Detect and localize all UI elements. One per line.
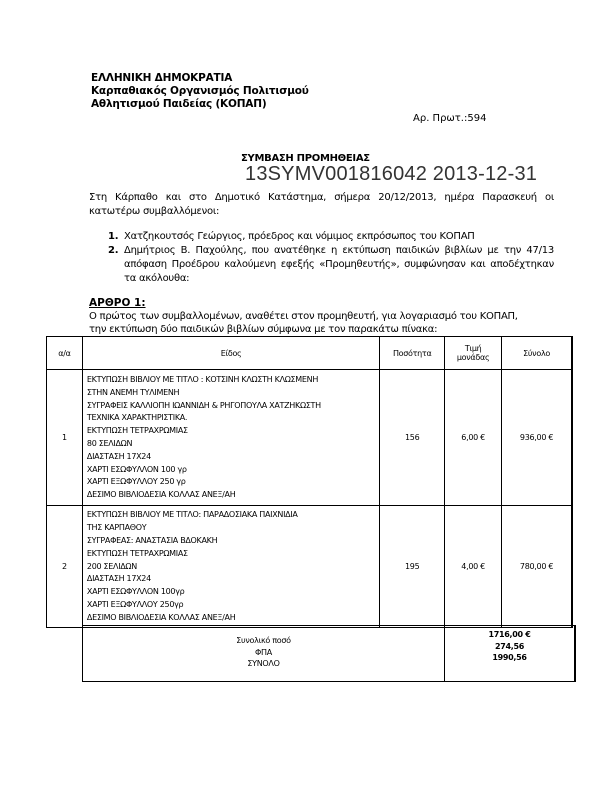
protocol-number: Αρ. Πρωτ.:594 xyxy=(413,113,487,124)
grand-total-value: 1990,56 xyxy=(492,653,527,662)
desc-line: ΤΗΣ ΚΑΡΠΑΘΟΥ xyxy=(86,523,147,533)
items-table xyxy=(46,336,573,628)
desc-line: 80 ΣΕΛΙΔΩΝ xyxy=(86,439,133,448)
desc-line: ΧΑΡΤΙ ΕΞΩΦΥΛΛΟΥ 250 γρ xyxy=(86,477,186,487)
col-header-unit-price xyxy=(445,337,502,370)
desc-line: ΕΚΤΥΠΩΣΗ ΤΕΤΡΑΧΡΩΜΙΑΣ xyxy=(86,548,188,558)
grand-total-label: ΣΥΝΟΛΟ xyxy=(247,659,280,668)
unit-price-label-2: μονάδας xyxy=(456,353,490,362)
issuer-line-2: Καρπαθιακός Οργανισμός Πολιτισμού xyxy=(91,85,309,97)
row-total: 780,00 € xyxy=(502,506,572,628)
desc-line: ΣΥΓΡΑΦΕΙΣ ΚΑΛΛΙΟΠΗ ΙΩΑΝΝΙΔΗ & ΡΗΓΟΠΟΥΛΑ ΧΑΤΖΗΚΩΣΤΗ xyxy=(86,400,321,410)
desc-line: ΔΙΑΣΤΑΣΗ 17Χ24 xyxy=(86,451,151,461)
article-title: ΑΡΘΡΟ 1: xyxy=(89,297,146,309)
party-text: Χατζηκουτσός Γεώργιος, πρόεδρος και νόμιμος εκπρόσωπος του ΚΟΠΑΠ xyxy=(124,231,475,242)
unit-price-label-1: Τιμή xyxy=(464,344,482,353)
col-header-item: Είδος xyxy=(82,337,379,370)
issuer-line-1: ΕΛΛΗΝΙΚΗ ΔΗΜΟΚΡΑΤΙΑ xyxy=(91,72,233,84)
desc-line: ΣΥΓΡΑΦΕΑΣ: ΑΝΑΣΤΑΣΙΑ ΒΔΟΚΑΚΗ xyxy=(86,536,218,545)
row-unit-price: 6,00 € xyxy=(445,370,502,506)
totals-labels xyxy=(83,626,445,681)
party-number: 1. xyxy=(108,231,119,242)
party-item xyxy=(89,244,554,286)
ada-stamp: 13SYMV001816042 2013-12-31 xyxy=(245,163,538,185)
row-description xyxy=(82,506,379,628)
desc-line: ΔΕΣΙΜΟ ΒΙΒΛΙΟΔΕΣΙΑ ΚΟΛΛΑΣ ΑΝΕΞ/ΑΗ xyxy=(86,612,236,622)
row-unit-price: 4,00 € xyxy=(445,506,502,628)
row-quantity: 195 xyxy=(380,506,445,628)
issuer-line-3: Αθλητισμού Παιδείας (ΚΟΠΑΠ) xyxy=(91,98,267,110)
table-row xyxy=(47,370,573,506)
row-aa: 1 xyxy=(47,370,83,506)
table-header-row xyxy=(47,337,573,370)
table-row xyxy=(47,506,573,628)
issuer-header xyxy=(91,72,309,111)
desc-line: ΤΕΧΝΙΚΑ ΧΑΡΑΚΤΗΡΙΣΤΙΚΑ. xyxy=(86,413,188,423)
article-body xyxy=(89,310,559,336)
desc-line: ΧΑΡΤΙ ΕΞΩΦΥΛΛΟΥ 250γρ xyxy=(86,599,184,609)
desc-line: ΔΕΣΙΜΟ ΒΙΒΛΙΟΔΕΣΙΑ ΚΟΛΛΑΣ ΑΝΕΞ/ΑΗ xyxy=(86,490,236,500)
totals-block xyxy=(82,625,576,682)
subtotal-value: 1716,00 € xyxy=(488,630,531,639)
col-header-quantity: Ποσότητα xyxy=(380,337,445,370)
row-description xyxy=(82,370,379,506)
contract-title: ΣΥΜΒΑΣΗ ΠΡΟΜΗΘΕΙΑΣ xyxy=(241,153,370,164)
totals-values xyxy=(445,626,574,664)
subtotal-label: Συνολικό ποσό xyxy=(236,636,291,645)
vat-value: 274,56 xyxy=(494,641,525,651)
desc-line: ΔΙΑΣΤΑΣΗ 17Χ24 xyxy=(86,574,151,584)
desc-line: ΕΚΤΥΠΩΣΗ ΒΙΒΛΙΟΥ ΜΕ ΤΙΤΛΟ: ΠΑΡΑΔΟΣΙΑΚΑ ΠΑΙΧΝΙΔΙΑ xyxy=(86,510,298,520)
desc-line: ΧΑΡΤΙ ΕΣΩΦΥΛΛΟΝ 100γρ xyxy=(86,587,185,597)
desc-line: ΧΑΡΤΙ ΕΣΩΦΥΛΛΟΝ 100 γρ xyxy=(86,464,187,474)
parties-list xyxy=(89,230,554,286)
intro-paragraph: Στη Κάρπαθο και στο Δημοτικό Κατάστημα, σήμερα 20/12/2013, ημέρα Παρασκευή οι κατωτέρω συμβαλλόμενοι: xyxy=(89,192,554,217)
party-item xyxy=(89,230,554,244)
article-line-2: την εκτύπωση δύο παιδικών βιβλίων σύμφωνα με τον παρακάτω πίνακα: xyxy=(89,324,438,335)
row-total: 936,00 € xyxy=(502,370,572,506)
desc-line: ΣΤΗΝ ΑΝΕΜΗ ΤΥΛΙΜΕΝΗ xyxy=(86,387,180,397)
col-header-total: Σύνολο xyxy=(502,337,572,370)
vat-label: ΦΠΑ xyxy=(255,647,272,657)
desc-line: ΕΚΤΥΠΩΣΗ ΒΙΒΛΙΟΥ ΜΕ ΤΙΤΛΟ : ΚΟΤΣΙΝΗ ΚΛΩΣΤΗ ΚΛΩΣΜΕΝΗ xyxy=(86,375,319,385)
row-quantity: 156 xyxy=(380,370,445,506)
party-number: 2. xyxy=(108,245,119,256)
desc-line: ΕΚΤΥΠΩΣΗ ΤΕΤΡΑΧΡΩΜΙΑΣ xyxy=(86,426,188,436)
desc-line: 200 ΣΕΛΙΔΩΝ xyxy=(86,561,137,571)
col-header-aa: α/α xyxy=(47,337,83,370)
party-text: Δημήτριος Β. Παχούλης, που ανατέθηκε η εκτύπωση παιδικών βιβλίων με την 47/13 απόφαση Προέδρου καλούμενη εφεξής «Προμηθευτής», συμφώνησαν και αποδέχτηκαν τα ακόλουθα: xyxy=(124,245,554,284)
article-line-1: Ο πρώτος των συμβαλλομένων, αναθέτει στον προμηθευτή, για λογαριασμό του ΚΟΠΑΠ, xyxy=(89,311,518,322)
row-aa: 2 xyxy=(47,506,83,628)
